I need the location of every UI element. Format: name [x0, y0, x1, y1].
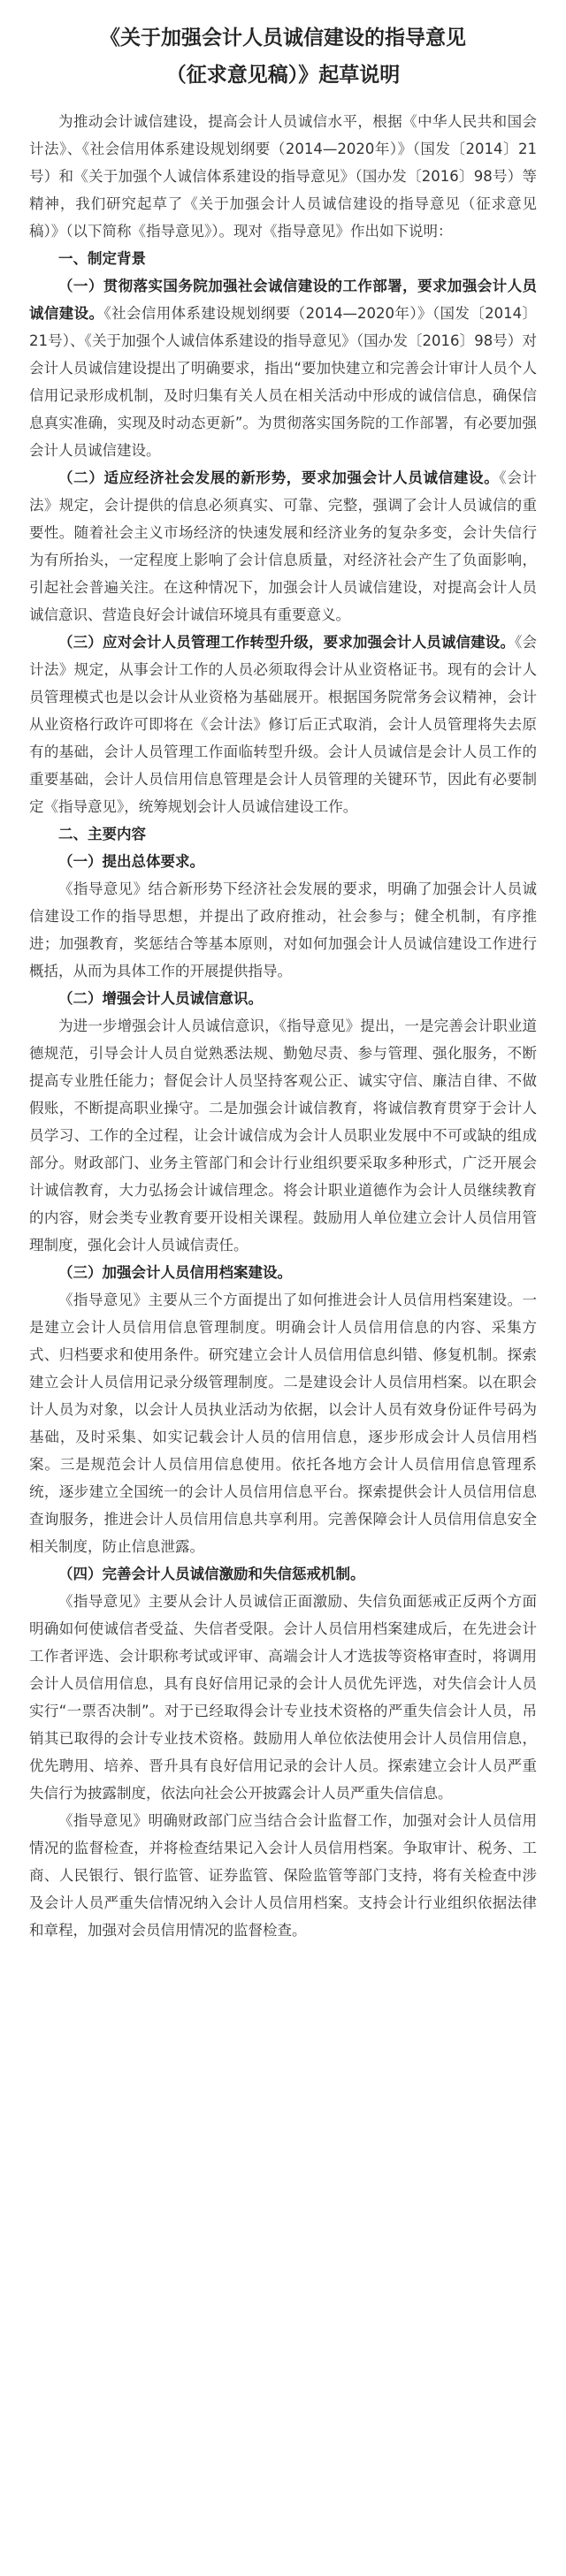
background-item-2-lead: （二）适应经济社会发展的新形势，要求加强会计人员诚信建设。: [58, 469, 500, 486]
section-heading-background: 一、制定背景: [58, 250, 146, 267]
background-item-3-text: 《会计法》规定，从事会计工作的人员必须取得会计从业资格证书。现有的会计人员管理模式也是以会计从业资格为基础展开。根据国务院常务会议精神，会计从业资格行政许可即将在《会计法》修订后正式取消，会计人员管理将失去原有的基础，会计人员管理工作面临转型升级。会计人员诚信是会计人员工作的重要基础，会计人员信用信息管理是会计人员管理的关键环节，因此有必要制定《指导意见》，统筹规划会计人员诚信建设工作。: [29, 634, 538, 815]
section-heading-main-content: 二、主要内容: [58, 826, 146, 842]
content-item-2-paragraph: 为进一步增强会计人员诚信意识，《指导意见》提出，一是完善会计职业道德规范，引导会计人员自觉熟悉法规、勤勉尽责、参与管理、强化服务，不断提高专业胜任能力；督促会计人员坚持客观公正、诚实守信、廉洁自律、不做假账，不断提高职业操守。二是加强会计诚信教育，将诚信教育贯穿于会计人员学习、工作的全过程，让会计诚信成为会计人员职业发展中不可或缺的组成部分。财政部门、业务主管部门和会计行业组织要采取多种形式，广泛开展会计诚信教育，大力弘扬会计诚信理念。将会计职业道德作为会计人员继续教育的内容，财会类专业教育要开设相关课程。鼓励用人单位建立会计人员信用管理制度，强化会计人员诚信责任。: [29, 1017, 537, 1254]
content-item-4-paragraph-2: 《指导意见》明确财政部门应当结合会计监督工作，加强对会计人员信用情况的监督检查，并将检查结果记入会计人员信用档案。争取审计、税务、工商、人民银行、银行监管、证券监管、保险监管等部门支持，将有关检查中涉及会计人员严重失信情况纳入会计人员信用档案。支持会计行业组织依据法律和章程，加强对会员信用情况的监督检查。: [29, 1812, 537, 1939]
content-item-3-paragraph: 《指导意见》主要从三个方面提出了如何推进会计人员信用档案建设。一是建立会计人员信用信息管理制度。明确会计人员信用信息的内容、采集方式、归档要求和使用条件。研究建立会计人员信用信息纠错、修复机制。探索建立会计人员信用记录分级管理制度。二是建设会计人员信用档案。以在职会计人员为对象，以会计人员执业活动为依据，以会计人员有效身份证件号码为基础，及时采集、如实记载会计人员的信用信息，逐步形成会计人员信用档案。三是规范会计人员信用信息使用。依托各地方会计人员信用信息管理系统，逐步建立全国统一的会计人员信用信息平台。探索提供会计人员信用信息查询服务，推进会计人员信用信息共享利用。完善保障会计人员信用信息安全相关制度，防止信息泄露。: [29, 1292, 537, 1555]
background-item-1-text: 《社会信用体系建设规划纲要（2014—2020年）》（国发〔2014〕21号）、《关于加强个人诚信体系建设的指导意见》（国办发〔2016〕98号）对会计人员诚信建设提出了明确要求，指出“要加快建立和完善会计审计人员个人信用记录形成机制，及时归集有关人员在相关活动中形成的诚信信息，确保信息真实准确，实现及时动态更新”。为贯彻落实国务院的工作部署，有必要加强会计人员诚信建设。: [29, 305, 538, 459]
content-item-3-heading: （三）加强会计人员信用档案建设。: [58, 1264, 292, 1281]
background-item-2-text: 《会计法》规定，会计提供的信息必须真实、可靠、完整，强调了会计人员诚信的重要性。随着社会主义市场经济的快速发展和经济业务的复杂多变，会计失信行为有所抬头，一定程度上影响了会计信息质量，对经济社会产生了负面影响，引起社会普遍关注。在这种情况下，加强会计人员诚信建设，对提高会计人员诚信意识、营造良好会计诚信环境具有重要意义。: [29, 469, 538, 623]
document-title-line-1: 《关于加强会计人员诚信建设的指导意见: [100, 27, 466, 50]
background-item-1: [29, 272, 537, 464]
content-item-1-heading: （一）提出总体要求。: [58, 853, 204, 870]
content-item-2-heading: （二）增强会计人员诚信意识。: [58, 990, 263, 1007]
intro-paragraph: 为推动会计诚信建设，提高会计人员诚信水平，根据《中华人民共和国会计法》、《社会信用体系建设规划纲要（2014—2020年）》（国发〔2014〕21号）和《关于加强个人诚信体系建设的指导意见》（国办发〔2016〕98号）等精神，我们研究起草了《关于加强会计人员诚信建设的指导意见（征求意见稿）》（以下简称《指导意见》）。现对《指导意见》作出如下说明：: [29, 113, 537, 240]
background-item-3: [29, 629, 537, 820]
background-item-2: [29, 464, 537, 629]
content-item-1-paragraph: 《指导意见》结合新形势下经济社会发展的要求，明确了加强会计人员诚信建设工作的指导思想，并提出了政府推动，社会参与；健全机制，有序推进；加强教育，奖惩结合等基本原则，对如何加强会计人员诚信建设工作进行概括，从而为具体工作的开展提供指导。: [29, 880, 537, 979]
content-item-4-heading: （四）完善会计人员诚信激励和失信惩戒机制。: [58, 1566, 365, 1582]
document-title-line-2: （征求意见稿）》起草说明: [165, 64, 401, 87]
background-item-1-lead: （一）贯彻落实国务院加强社会诚信建设的工作部署，要求加强会计人员诚信建设。: [29, 278, 537, 322]
background-item-3-lead: （三）应对会计人员管理工作转型升级，要求加强会计人员诚信建设。: [58, 634, 516, 651]
content-item-4-paragraph-1: 《指导意见》主要从会计人员诚信正面激励、失信负面惩戒正反两个方面明确如何使诚信者受益、失信者受限。会计人员信用档案建成后，在先进会计工作者评选、会计职称考试或评审、高端会计人才选拔等资格审查时，将调用会计人员信用信息，具有良好信用记录的会计人员优先评选，对失信会计人员实行“一票否决制”。对于已经取得会计专业技术资格的严重失信会计人员，吊销其已取得的会计专业技术资格。鼓励用人单位依法使用会计人员信用信息，优先聘用、培养、晋升具有良好信用记录的会计人员。探索建立会计人员严重失信行为披露制度，依法向社会公开披露会计人员严重失信信息。: [29, 1593, 537, 1802]
document-body: [29, 108, 537, 1944]
